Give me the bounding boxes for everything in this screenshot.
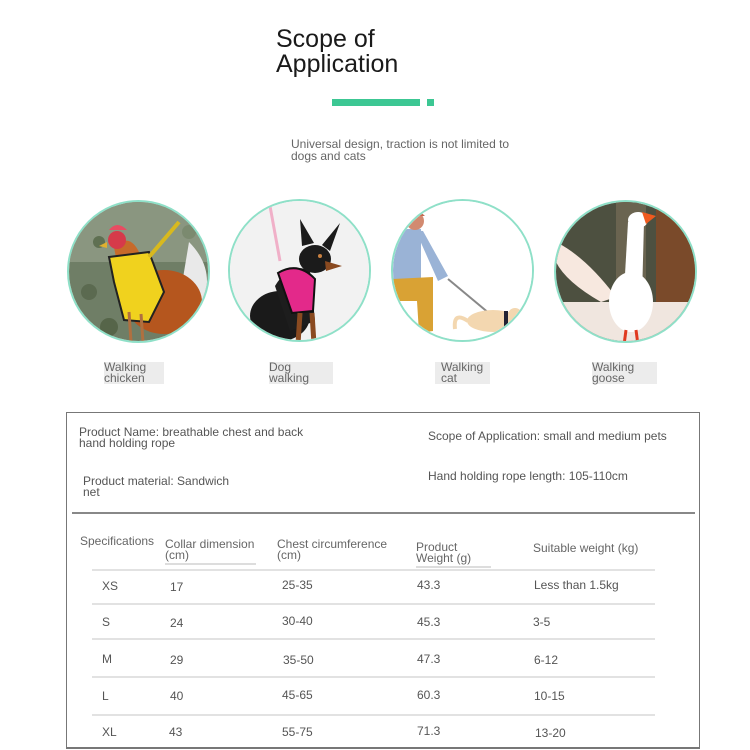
caption-line1: Walking bbox=[441, 360, 484, 374]
subtitle: Universal design, traction is not limited to dogs and cats bbox=[291, 137, 510, 163]
caption-dog-walking bbox=[269, 362, 333, 384]
header-collar bbox=[165, 539, 254, 561]
caption-walking-goose bbox=[592, 362, 657, 384]
cell-size: XL bbox=[102, 725, 117, 739]
product-name-line1: Product Name: breathable chest and back bbox=[79, 425, 304, 439]
header-product-weight bbox=[416, 542, 471, 564]
page-title bbox=[276, 27, 398, 77]
cell-size: XS bbox=[102, 579, 119, 593]
goose-image bbox=[554, 200, 697, 343]
cell-suitable: Less than 1.5kg bbox=[534, 578, 619, 592]
cell-collar: 29 bbox=[170, 653, 184, 667]
cell-collar: 17 bbox=[170, 580, 184, 594]
goose-illustration-icon bbox=[556, 202, 697, 343]
row-divider bbox=[92, 676, 655, 678]
cell-size: M bbox=[102, 652, 112, 666]
accent-dot bbox=[427, 99, 434, 106]
cell-suitable: 10-15 bbox=[534, 689, 565, 703]
cell-chest: 25-35 bbox=[282, 578, 313, 592]
page-title-line1: Scope of bbox=[276, 25, 375, 53]
row-divider bbox=[92, 638, 655, 640]
caption-walking-chicken bbox=[104, 362, 164, 384]
cell-weight: 43.3 bbox=[417, 578, 441, 592]
header-label: Specifications bbox=[80, 534, 155, 548]
cell-chest: 35-50 bbox=[283, 653, 314, 667]
caption-line1: Walking bbox=[592, 360, 635, 374]
cell-suitable: 13-20 bbox=[535, 726, 566, 740]
spec-box-bottom-border bbox=[66, 747, 700, 749]
caption-line1: Dog walking bbox=[269, 360, 310, 385]
cell-chest: 55-75 bbox=[282, 725, 313, 739]
cell-collar: 24 bbox=[170, 616, 184, 630]
header-suitable-weight bbox=[533, 543, 638, 554]
caption-line2: cat bbox=[441, 371, 458, 385]
cell-collar: 40 bbox=[170, 689, 184, 703]
product-material-line2: net bbox=[83, 485, 100, 499]
cell-collar: 43 bbox=[169, 725, 183, 739]
header-chest bbox=[277, 539, 387, 561]
product-scope: Scope of Application: small and medium pets bbox=[428, 429, 667, 443]
product-material-line1: Product material: Sandwich bbox=[83, 474, 230, 488]
caption-line2: chicken bbox=[104, 371, 145, 385]
header-specifications bbox=[80, 536, 154, 547]
dog-image bbox=[228, 199, 371, 342]
cell-suitable: 6-12 bbox=[534, 653, 559, 667]
product-name bbox=[79, 427, 303, 449]
cell-size: S bbox=[102, 615, 111, 629]
caption-line1: Walking bbox=[104, 360, 147, 374]
header-label-line2: (cm) bbox=[277, 548, 301, 562]
header-label-line1: Product bbox=[416, 540, 458, 554]
cell-weight: 60.3 bbox=[417, 688, 441, 702]
header-label-line1: Chest circumference bbox=[277, 537, 388, 551]
accent-bar bbox=[332, 99, 420, 106]
row-divider bbox=[92, 714, 655, 716]
section-divider bbox=[72, 512, 695, 514]
cat-image bbox=[391, 199, 534, 342]
header-label-line2: Weight (g) bbox=[416, 551, 472, 565]
rooster-illustration-icon bbox=[69, 202, 210, 343]
cell-suitable: 3-5 bbox=[533, 615, 551, 629]
cell-weight: 71.3 bbox=[417, 724, 441, 738]
caption-line2: goose bbox=[592, 371, 625, 385]
product-material bbox=[83, 476, 229, 498]
header-label-line1: Collar dimension bbox=[165, 537, 255, 551]
dog-illustration-icon bbox=[230, 201, 371, 342]
cell-weight: 47.3 bbox=[417, 652, 441, 666]
header-label: Suitable weight (kg) bbox=[533, 541, 639, 555]
header-weight-underline bbox=[416, 566, 491, 568]
row-divider bbox=[92, 603, 655, 605]
header-collar-underline bbox=[165, 563, 256, 565]
row-divider bbox=[92, 569, 655, 571]
header-label-line2: (cm) bbox=[165, 548, 189, 562]
person-walking-cat-icon bbox=[393, 201, 534, 342]
rope-length: Hand holding rope length: 105-110cm bbox=[428, 469, 628, 483]
cell-chest: 30-40 bbox=[282, 614, 313, 628]
caption-walking-cat bbox=[435, 362, 490, 384]
cell-weight: 45.3 bbox=[417, 615, 441, 629]
product-name-line2: hand holding rope bbox=[79, 436, 176, 450]
cell-chest: 45-65 bbox=[282, 688, 313, 702]
cell-size: L bbox=[102, 689, 109, 703]
page-title-line2: Application bbox=[276, 50, 399, 78]
chicken-image bbox=[67, 200, 210, 343]
